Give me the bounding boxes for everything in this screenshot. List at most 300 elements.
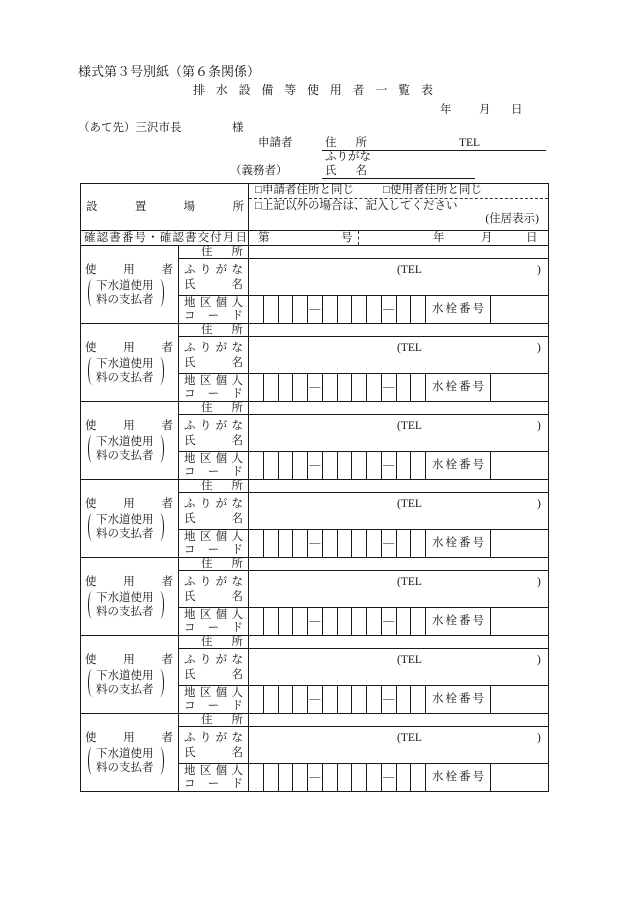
district-code-cell[interactable]	[249, 530, 263, 557]
user-tel-label: (TEL	[397, 576, 422, 588]
district-code-cell[interactable]	[367, 686, 381, 713]
date-month-label: 月	[479, 104, 491, 116]
user-address-field[interactable]	[249, 246, 548, 258]
district-code-cell[interactable]	[367, 764, 381, 791]
label-char: 使	[306, 83, 319, 97]
label-char: 区	[199, 453, 212, 465]
payer-line-1: 下水道使用	[96, 358, 154, 370]
label-char: が	[215, 498, 228, 510]
payer-line-2: 料の支払者	[96, 606, 154, 618]
user-name-field[interactable]	[249, 571, 548, 607]
user-address-field[interactable]	[249, 402, 548, 414]
label-char: 者	[161, 264, 173, 276]
residential-address-note: (住居表示)	[485, 213, 539, 225]
label-char: な	[231, 498, 243, 510]
user-name-field[interactable]	[249, 493, 548, 529]
payer-line-1: 下水道使用	[96, 514, 154, 526]
district-code-cell[interactable]	[352, 686, 366, 713]
district-code-cell[interactable]	[338, 608, 352, 635]
label-char: ー	[207, 700, 220, 712]
district-code-cell[interactable]	[352, 764, 366, 791]
user-tel-close: )	[537, 342, 541, 354]
district-code-cell[interactable]	[323, 608, 337, 635]
user-name-label	[184, 357, 243, 369]
code-separator: —	[382, 608, 396, 635]
user-name-label-cell	[179, 337, 248, 373]
confirmation-label	[84, 232, 247, 244]
addressee: （あて先）三沢市長	[78, 122, 182, 134]
district-code-cell[interactable]	[293, 764, 307, 791]
user-name-label-cell	[179, 415, 248, 451]
user-name-label	[184, 747, 243, 759]
district-code-cell[interactable]	[352, 296, 366, 323]
label-char: 人	[231, 375, 243, 387]
label-char: 号	[134, 232, 146, 244]
faucet-number-field[interactable]	[491, 764, 548, 791]
user-label-cell	[81, 246, 178, 323]
district-code-cell[interactable]	[279, 686, 293, 713]
district-code-cell[interactable]	[264, 452, 278, 479]
user-tel-label: (TEL	[397, 498, 422, 510]
user-code-row	[249, 764, 548, 791]
district-code-cell[interactable]	[264, 530, 278, 557]
district-code-cell[interactable]	[397, 686, 411, 713]
district-code-cell[interactable]	[411, 686, 425, 713]
label-char: 所	[231, 558, 243, 570]
district-code-cell[interactable]	[264, 608, 278, 635]
district-code-cell[interactable]	[411, 530, 425, 557]
label-char: 個	[215, 765, 228, 777]
user-name-label-cell	[179, 493, 248, 529]
label-char: 名	[231, 747, 243, 759]
applicant-label: 申請者	[258, 137, 293, 149]
label-char: 用	[123, 576, 135, 588]
district-code-cell[interactable]	[411, 452, 425, 479]
confirmation-number-suffix: 号	[341, 232, 353, 244]
confirmation-field[interactable]	[249, 231, 548, 245]
user-address-label	[201, 480, 243, 492]
label-char: 使	[85, 264, 97, 276]
code-separator: —	[308, 764, 322, 791]
faucet-number-label: 水栓番号	[426, 374, 490, 401]
district-code-cell[interactable]	[323, 686, 337, 713]
label-char: 個	[215, 297, 228, 309]
district-code-cell[interactable]	[323, 764, 337, 791]
label-char: 氏	[184, 513, 196, 525]
faucet-number-field[interactable]	[491, 608, 548, 635]
label-char: コ	[184, 310, 196, 322]
district-code-cell[interactable]	[352, 530, 366, 557]
label-char: 住	[201, 636, 213, 648]
label-char: ふ	[184, 654, 196, 666]
district-code-cell[interactable]	[293, 296, 307, 323]
label-char: 認	[96, 232, 109, 244]
label-char: 区	[199, 609, 212, 621]
district-code-cell[interactable]	[367, 374, 381, 401]
label-char: コ	[184, 700, 196, 712]
label-char: コ	[184, 388, 196, 400]
applicant-furigana-label: ふりがな	[325, 151, 371, 163]
label-char: 者	[161, 654, 173, 666]
installation-site-field[interactable]	[249, 184, 548, 230]
district-code-cell[interactable]	[338, 764, 352, 791]
district-code-cell[interactable]	[397, 608, 411, 635]
district-code-cell[interactable]	[338, 296, 352, 323]
open-paren	[88, 747, 96, 775]
label-char: 日	[235, 232, 247, 244]
district-code-cell[interactable]	[323, 296, 337, 323]
label-char: 交	[197, 232, 210, 244]
label-char: ー	[207, 388, 220, 400]
user-code-row	[249, 374, 548, 401]
faucet-number-field[interactable]	[491, 296, 548, 323]
label-char: ド	[231, 310, 243, 322]
label-char: 用	[123, 264, 135, 276]
user-tel-close: )	[537, 732, 541, 744]
label-char: 使	[85, 498, 97, 510]
user-tel-close: )	[537, 264, 541, 276]
user-name-label-cell	[179, 649, 248, 685]
label-char: 氏	[184, 591, 196, 603]
user-code-row	[249, 452, 548, 479]
user-address-label	[201, 636, 243, 648]
code-separator: —	[382, 296, 396, 323]
label-char: 住	[325, 137, 337, 149]
user-code-label-cell	[179, 686, 248, 713]
faucet-number-label: 水栓番号	[426, 764, 490, 791]
label-char: 備	[261, 83, 274, 97]
label-char: 用	[329, 83, 342, 97]
user-address-label	[201, 324, 243, 336]
user-address-label-cell	[179, 402, 248, 414]
faucet-number-label: 水栓番号	[426, 452, 490, 479]
open-paren	[88, 591, 96, 619]
user-name-label	[184, 279, 243, 291]
district-code-cell[interactable]	[279, 764, 293, 791]
label-char: ド	[231, 700, 243, 712]
district-code-cell[interactable]	[249, 764, 263, 791]
close-paren	[156, 435, 164, 463]
user-code-label-cell	[179, 530, 248, 557]
label-char: ー	[207, 466, 220, 478]
user-name-label	[184, 513, 243, 525]
district-code-cell[interactable]	[293, 608, 307, 635]
label-char: ふ	[184, 420, 196, 432]
district-code-cell[interactable]	[367, 530, 381, 557]
user-furigana-label	[184, 732, 243, 744]
faucet-number-label: 水栓番号	[426, 530, 490, 557]
dashed-divider	[358, 231, 359, 245]
label-char: 所	[231, 714, 243, 726]
user-address-label-cell	[179, 324, 248, 336]
option-same-as-applicant-checkbox[interactable]: □申請者住所と同じ	[255, 184, 354, 196]
user-name-field[interactable]	[249, 649, 548, 685]
label-char: ド	[231, 622, 243, 634]
payer-line-2: 料の支払者	[96, 294, 154, 306]
district-code-label-line-1	[184, 453, 243, 465]
label-char: 用	[123, 654, 135, 666]
open-paren	[88, 513, 96, 541]
label-char: 個	[215, 375, 228, 387]
data-table	[80, 183, 549, 792]
user-address-field[interactable]	[249, 324, 548, 336]
district-code-cell[interactable]	[411, 764, 425, 791]
district-code-cell[interactable]	[264, 296, 278, 323]
label-char: 住	[201, 324, 213, 336]
code-separator: —	[382, 686, 396, 713]
user-label	[85, 576, 173, 588]
district-code-label-line-1	[184, 765, 243, 777]
district-code-cell[interactable]	[338, 452, 352, 479]
label-char: 使	[85, 732, 97, 744]
label-char: 所	[355, 137, 367, 149]
confirmation-label-cell	[81, 231, 248, 245]
district-code-cell[interactable]	[293, 452, 307, 479]
user-code-label-cell	[179, 452, 248, 479]
district-code-cells	[249, 764, 425, 791]
user-label	[85, 732, 173, 744]
label-char: 氏	[184, 435, 196, 447]
user-block-3	[81, 402, 548, 479]
user-tel-label: (TEL	[397, 732, 422, 744]
district-code-cell[interactable]	[279, 296, 293, 323]
district-code-cell[interactable]	[338, 686, 352, 713]
user-block-7	[81, 714, 548, 791]
label-char: り	[199, 420, 212, 432]
user-furigana-label	[184, 654, 243, 666]
label-char: 地	[184, 297, 196, 309]
applicant-address-label	[325, 137, 367, 149]
district-code-label-line-2	[184, 544, 243, 556]
user-address-label-cell	[179, 480, 248, 492]
label-char: り	[199, 264, 212, 276]
label-char: コ	[184, 466, 196, 478]
user-name-field[interactable]	[249, 415, 548, 451]
applicant-name-label	[325, 165, 367, 177]
label-char: ふ	[184, 498, 196, 510]
label-char: ド	[231, 388, 243, 400]
date-year-label: 年	[440, 104, 452, 116]
district-code-cell[interactable]	[323, 374, 337, 401]
label-char: 人	[231, 687, 243, 699]
user-label	[85, 342, 173, 354]
confirmation-year-label: 年	[433, 232, 445, 244]
user-code-label-cell	[179, 764, 248, 791]
label-char: 住	[201, 714, 213, 726]
district-code-cell[interactable]	[249, 608, 263, 635]
district-code-cell[interactable]	[293, 374, 307, 401]
user-furigana-label	[184, 576, 243, 588]
label-char: 所	[231, 246, 243, 258]
user-code-row	[249, 530, 548, 557]
user-name-field[interactable]	[249, 337, 548, 373]
district-code-cell[interactable]	[367, 296, 381, 323]
user-address-field[interactable]	[249, 480, 548, 492]
close-paren	[156, 747, 164, 775]
district-code-cell[interactable]	[352, 608, 366, 635]
user-address-field[interactable]	[249, 636, 548, 648]
district-code-cell[interactable]	[249, 296, 263, 323]
user-label	[85, 654, 173, 666]
code-separator: —	[382, 452, 396, 479]
label-char: 書	[109, 232, 121, 244]
district-code-cell[interactable]	[367, 452, 381, 479]
label-char: 者	[161, 576, 173, 588]
label-char: 住	[201, 558, 213, 570]
label-char: り	[199, 576, 212, 588]
district-code-cell[interactable]	[264, 374, 278, 401]
label-char: 人	[231, 609, 243, 621]
district-code-cell[interactable]	[323, 530, 337, 557]
option-same-as-user-checkbox[interactable]: □使用者住所と同じ	[383, 184, 482, 196]
payer-line-2: 料の支払者	[96, 372, 154, 384]
label-char: 付	[210, 232, 222, 244]
label-char: 人	[231, 297, 243, 309]
district-code-cell[interactable]	[249, 374, 263, 401]
label-char: 所	[231, 402, 243, 414]
close-paren	[156, 357, 164, 385]
district-code-cell[interactable]	[249, 686, 263, 713]
user-label-cell	[81, 480, 178, 557]
label-char: 区	[199, 765, 212, 777]
user-tel-label: (TEL	[397, 264, 422, 276]
district-code-label-line-1	[184, 609, 243, 621]
district-code-label-line-1	[184, 375, 243, 387]
payer-line-1: 下水道使用	[96, 592, 154, 604]
district-code-cell[interactable]	[397, 374, 411, 401]
label-char: ド	[231, 778, 243, 790]
district-code-cell[interactable]	[279, 452, 293, 479]
user-address-label-cell	[179, 558, 248, 570]
user-label-cell	[81, 402, 178, 479]
code-separator: —	[308, 296, 322, 323]
district-code-label-line-2	[184, 466, 243, 478]
district-code-cell[interactable]	[338, 530, 352, 557]
label-char: 者	[161, 342, 173, 354]
label-char: が	[215, 342, 228, 354]
user-address-field[interactable]	[249, 714, 548, 726]
district-code-cell[interactable]	[397, 296, 411, 323]
option-other-address-checkbox[interactable]: □上記以外の場合は、記入してください	[255, 200, 458, 212]
district-code-cell[interactable]	[249, 452, 263, 479]
district-code-cell[interactable]	[352, 374, 366, 401]
label-char: 番	[121, 232, 134, 244]
district-code-cell[interactable]	[279, 530, 293, 557]
label-char: が	[215, 576, 228, 588]
label-char: り	[199, 498, 212, 510]
user-label-cell	[81, 714, 178, 791]
label-char: 設	[86, 201, 98, 213]
district-code-cell[interactable]	[352, 452, 366, 479]
district-code-label-line-2	[184, 388, 243, 400]
district-code-cell[interactable]	[338, 374, 352, 401]
district-code-cell[interactable]	[293, 530, 307, 557]
label-char: 氏	[184, 669, 196, 681]
district-code-cells	[249, 296, 425, 323]
district-code-cell[interactable]	[264, 686, 278, 713]
label-char: り	[199, 654, 212, 666]
district-code-cell[interactable]	[367, 608, 381, 635]
user-name-label-cell	[179, 259, 248, 295]
code-separator: —	[308, 452, 322, 479]
user-tel-close: )	[537, 420, 541, 432]
label-char: 所	[231, 324, 243, 336]
label-char: 地	[184, 453, 196, 465]
code-separator: —	[382, 764, 396, 791]
payer-line-1: 下水道使用	[96, 436, 154, 448]
label-char: 名	[231, 669, 243, 681]
faucet-number-label: 水栓番号	[426, 686, 490, 713]
label-char: 地	[184, 687, 196, 699]
label-char: が	[215, 264, 228, 276]
user-tel-close: )	[537, 498, 541, 510]
district-code-cell[interactable]	[411, 608, 425, 635]
district-code-cell[interactable]	[279, 374, 293, 401]
applicant-tel-label: TEL	[459, 137, 481, 149]
user-name-field[interactable]	[249, 727, 548, 763]
district-code-cell[interactable]	[397, 530, 411, 557]
label-char: 用	[123, 498, 135, 510]
label-char: 書	[185, 232, 197, 244]
user-block-1	[81, 246, 548, 323]
label-char: ド	[231, 466, 243, 478]
label-char: が	[215, 654, 228, 666]
district-code-label-line-2	[184, 700, 243, 712]
label-char: 人	[231, 765, 243, 777]
district-code-cell[interactable]	[323, 452, 337, 479]
installation-site-label-cell	[81, 184, 248, 230]
district-code-cell[interactable]	[264, 764, 278, 791]
label-char: 名	[231, 279, 243, 291]
addressee-honorific: 様	[232, 122, 244, 134]
label-char: 確	[84, 232, 96, 244]
label-char: ふ	[184, 342, 196, 354]
district-code-cells	[249, 374, 425, 401]
label-char: 地	[184, 531, 196, 543]
district-code-label-line-2	[184, 310, 243, 322]
faucet-number-field[interactable]	[491, 452, 548, 479]
user-address-label	[201, 402, 243, 414]
user-address-field[interactable]	[249, 558, 548, 570]
code-separator: —	[382, 374, 396, 401]
district-code-cell[interactable]	[279, 608, 293, 635]
faucet-number-field[interactable]	[491, 374, 548, 401]
district-code-cell[interactable]	[411, 374, 425, 401]
open-paren	[88, 279, 96, 307]
label-char: ー	[207, 310, 220, 322]
faucet-number-field[interactable]	[491, 686, 548, 713]
label-char: 月	[222, 232, 235, 244]
user-name-label	[184, 669, 243, 681]
district-code-cell[interactable]	[397, 452, 411, 479]
label-char: 氏	[325, 165, 337, 177]
payer-line-1: 下水道使用	[96, 748, 154, 760]
district-code-cell[interactable]	[293, 686, 307, 713]
label-char: 住	[201, 246, 213, 258]
confirmation-number-prefix: 第	[258, 232, 270, 244]
label-char: ふ	[184, 264, 196, 276]
user-tel-label: (TEL	[397, 420, 422, 432]
faucet-number-field[interactable]	[491, 530, 548, 557]
district-code-cell[interactable]	[411, 296, 425, 323]
label-char: ー	[207, 778, 220, 790]
label-char: 使	[85, 342, 97, 354]
user-name-field[interactable]	[249, 259, 548, 295]
faucet-number-label: 水栓番号	[426, 296, 490, 323]
label-char: 認	[172, 232, 184, 244]
district-code-cell[interactable]	[397, 764, 411, 791]
label-char: 名	[355, 165, 367, 177]
